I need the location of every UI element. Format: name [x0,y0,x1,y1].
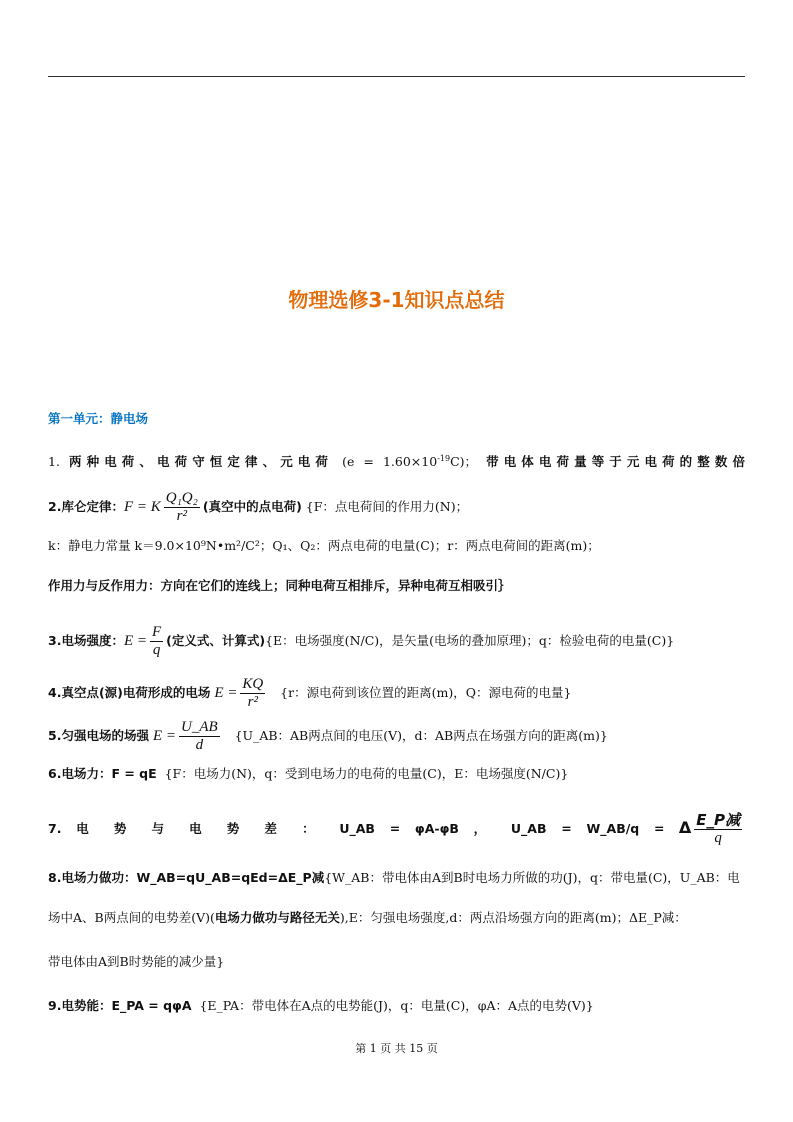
page-title: 物理选修3-1知识点总结 [288,288,505,312]
item-2: 2.库仑定律：F = K $\frac{\text{Q₁Q₂}}{\text{r²}}$ (真空中的点电荷) {F：点电荷间的作用力(N)； [48,490,469,524]
item-8-line-3: 带电体由A到B时势能的减少量} [48,954,225,969]
fraction: $\frac{\text{Q₁Q₂}}{\text{r²}}$ [165,490,198,524]
item-5: 5.匀强电场的场强 E = $\frac{U\_AB}{d}$ {U_AB：AB两点间的电压(V)，d：AB两点在场强方向的距离(m)} [48,719,608,753]
item-3: 3.电场强度：E = $\frac{F}{q}$ (定义式、计算式){E：电场强度(N/C)，是矢量(电场的叠加原理)；q：检验电荷的电量(C)} [48,624,675,658]
delta-fraction: Δ E_P减 q [678,811,740,846]
item-4: 4.真空点(源)电荷形成的电场 E = $\frac{KQ}{\text{r²}}$ {r：源电荷到该位置的距离(m)，Q：源电荷的电量} [48,676,572,710]
item-7: 7. 电 势 与 电 势 差 ： U_AB = φA-φB ， U_AB = W_AB/q = Δ E_P减 q [48,812,745,847]
item-2-line-2: k：静电力常量 k＝9.0×10⁹N•m²/C²；Q₁、Q₂：两点电荷的电量(C)；r：两点电荷间的距离(m)； [48,538,600,553]
item-8: 8.电场力做功：W_AB=qU_AB=qEd=ΔE_P减{W_AB：带电体由A到B时电场力所做的功(J)，q：带电量(C)，U_AB：电 [48,870,740,885]
fraction: $\frac{KQ}{\text{r²}}$ [242,676,264,710]
fraction: $\frac{F}{q}$ [152,624,162,658]
item-8-line-2: 场中A、B两点间的电势差(V)(电场力做功与路径无关),E：匀强电场强度,d：两点沿场强方向的距离(m)；ΔE_P减： [48,910,687,925]
fraction: $\frac{U\_AB}{d}$ [180,719,218,753]
item-1: 1. 两种电荷、电荷守恒定律、元电荷 $(e = 1.60\times 10^{-19}C)$； 带电体电荷量等于元电荷的整数倍 [48,454,745,470]
item-6: 6.电场力：F = qE {F：电场力(N)，q：受到电场力的电荷的电量(C)，E：电场强度(N/C)} [48,766,569,781]
header-rule [48,76,745,77]
item-9: 9.电势能：E_PA = qφA {E_PA：带电体在A点的电势能(J)，q：电量(C)，φA：A点的电势(V)} [48,998,594,1013]
page-footer: 第 1 页 共 15 页 [355,1042,438,1055]
section-heading: 第一单元：静电场 [48,411,149,426]
fraction: E_P减 q [696,811,740,846]
item-2-line-3: 作用力与反作用力：方向在它们的连线上；同种电荷互相排斥，异种电荷互相吸引｝ [48,578,511,593]
